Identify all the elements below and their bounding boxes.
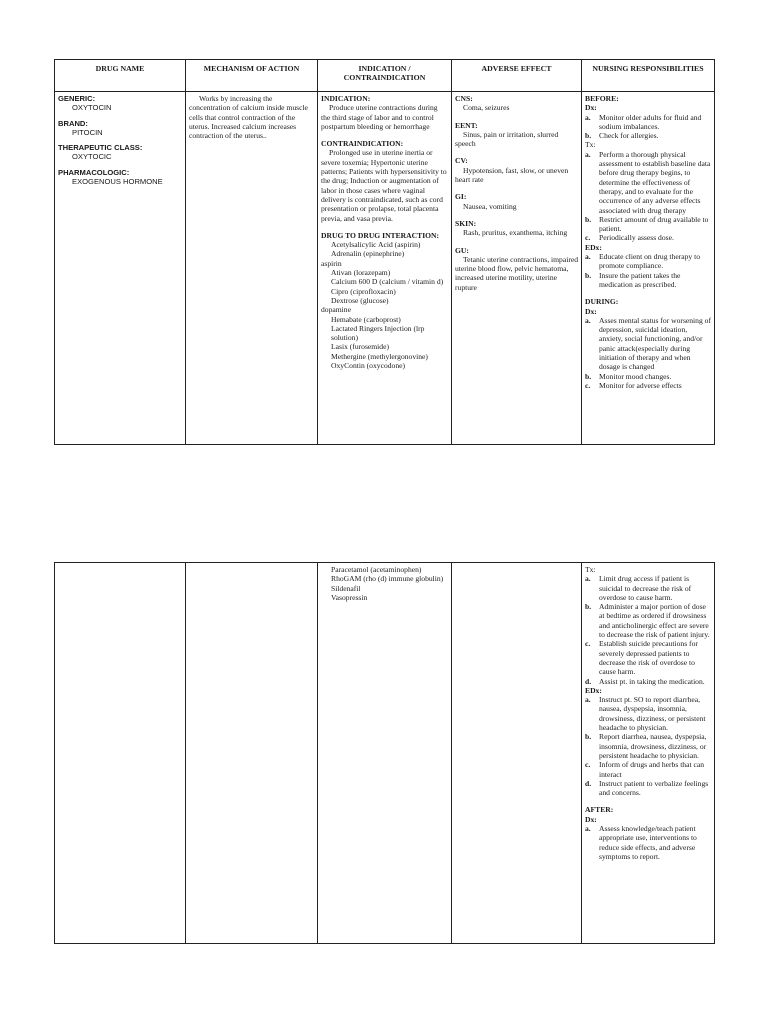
list-text: Instruct pt. SO to report diarrhea, nausea, dyspepsia, insomnia, drowsiness, dizziness, or persistent headache to physician. [599, 695, 706, 733]
after-dx-label: Dx: [585, 814, 597, 824]
list-marker: c. [585, 233, 591, 243]
adverse-effect-text: Nausea, vomiting [463, 201, 517, 211]
indication-text: Produce uterine contractions during the third stage of labor and to control postpartum bleeding or hemorrhage [321, 103, 438, 131]
interaction-label: DRUG TO DRUG INTERACTION: [321, 230, 440, 240]
header-indication: INDICATION / CONTRAINDICATION [318, 60, 452, 92]
list-item [585, 760, 711, 779]
adverse-effect-label: CNS: [455, 94, 473, 103]
during-edx-list [585, 695, 711, 797]
list-marker: a. [585, 112, 591, 122]
drug-name-cell-cont [55, 563, 186, 944]
during-dx-label: Dx: [585, 306, 597, 316]
adverse-effect-group [455, 121, 578, 149]
during-edx-label: EDx: [585, 685, 602, 695]
generic-group [58, 94, 182, 113]
list-marker: a. [585, 315, 591, 325]
list-text: Assess knowledge/teach patient appropriate use, interventions to reduce side effects, and adverse symptoms to report. [599, 824, 697, 861]
list-marker: d. [585, 778, 592, 788]
brand-value: PITOCIN [72, 127, 103, 137]
during-label: DURING: [585, 297, 619, 307]
list-text: Restrict amount of drug available to patient. [599, 214, 709, 234]
contraindication-text: Prolonged use in uterine inertia or severe toxemia; Hypertonic uterine patterns; Patients with hypersensitivity to the drug; Induction or augmentation of labor in those cases where vaginal delivery is contraindicated, such as cord presentation or prolapse, total placenta previa, and vasa previa. [321, 148, 447, 223]
during-tx-label: Tx: [585, 565, 596, 574]
adverse-effect-text: Hypotension, fast, slow, or uneven heart rate [455, 165, 569, 185]
adverse-effect-cell-cont [452, 563, 582, 944]
indication-cell-cont [318, 563, 452, 944]
continuation-row [55, 563, 715, 944]
list-item [585, 639, 711, 676]
mechanism-cell [186, 92, 318, 445]
list-marker: a. [585, 574, 591, 584]
interaction-item: Acetylsalicylic Acid (aspirin) [331, 240, 421, 250]
list-text: Monitor for adverse effects [599, 380, 682, 390]
list-text: Periodically assess dose. [599, 233, 674, 243]
list-text: Establish suicide precautions for severely depressed patients to decrease the risk of overdose to cause harm. [599, 639, 698, 677]
list-text: Administer a major portion of dose at bedtime as ordered if drowsiness and anticholinergic effect are severe to decrease the risk of patient injury. [599, 602, 710, 640]
interaction-item: Lasix (furosemide) [331, 342, 389, 352]
list-item [585, 131, 711, 140]
interaction-item: Dextrose (glucose) [331, 295, 389, 305]
list-text: Asses mental status for worsening of depression, suicidal ideation, anxiety, social functioning, and/or panic attack(especially during initiation of therapy and when dosage is changed [599, 315, 711, 372]
during-tx-list [585, 574, 711, 686]
before-dx-label: Dx: [585, 103, 597, 113]
therapeutic-value: OXYTOCIC [72, 152, 112, 162]
list-item [585, 602, 711, 639]
list-marker: b. [585, 214, 592, 224]
before-edx-label: EDx: [585, 242, 602, 252]
pharmacologic-label: PHARMACOLOGIC: [58, 167, 130, 177]
list-marker: b. [585, 732, 592, 742]
therapeutic-label: THERAPEUTIC CLASS: [58, 143, 143, 153]
list-item [585, 271, 711, 290]
list-item [585, 677, 711, 686]
header-adverse-effect: ADVERSE EFFECT [452, 60, 582, 92]
generic-label: GENERIC: [58, 94, 96, 103]
list-item [585, 574, 711, 602]
adverse-effect-group [455, 192, 578, 211]
interaction-item: Methergine (methylergonovine) [331, 351, 428, 361]
brand-group [58, 119, 182, 138]
interaction-item: Hemabate (carboprost) [331, 314, 401, 324]
interaction-list-cont [321, 565, 448, 602]
interaction-item: Sildenafil [331, 583, 361, 593]
list-item [585, 695, 711, 732]
body-row [55, 92, 715, 445]
adverse-effect-text: Rash, pruritus, exanthema, itching [463, 228, 568, 238]
list-text: Educate client on drug therapy to promote compliance. [599, 252, 701, 271]
before-tx-label: Tx: [585, 140, 596, 150]
interaction-item: Cipro (ciprofloxacin) [331, 286, 396, 296]
before-edx-list [585, 252, 711, 289]
list-marker: c. [585, 760, 591, 770]
adverse-effect-label: SKIN: [455, 218, 477, 228]
list-item [585, 372, 711, 381]
interaction-item: Lactated Ringers Injection (lrp solution) [331, 323, 425, 343]
adverse-effect-label: CV: [455, 156, 468, 166]
adverse-effect-group [455, 219, 578, 238]
adverse-effect-group [455, 156, 578, 184]
nursing-cell [582, 92, 715, 445]
header-mechanism: MECHANISM OF ACTION [186, 60, 318, 92]
list-text: Check for allergies. [599, 131, 659, 141]
list-marker: c. [585, 380, 591, 390]
adverse-effect-text: Sinus, pain or irritation, slurred speech [455, 129, 559, 149]
indication-label: INDICATION: [321, 94, 371, 103]
list-marker: d. [585, 676, 592, 686]
list-text: Perform a thorough physical assessment to establish baseline data before drug therapy begins, to determine the effectiveness of therapy, and to evaluate for the occurrence of any adverse effects associated with drug therapy [599, 149, 711, 215]
pharmacologic-group [58, 168, 182, 187]
after-label: AFTER: [585, 805, 614, 815]
interaction-item: dopamine [321, 305, 351, 315]
list-text: Assist pt. in taking the medication. [599, 676, 705, 686]
pharmacologic-value: EXOGENOUS HORMONE [72, 177, 163, 187]
list-item [585, 824, 711, 861]
list-text: Limit drug access if patient is suicidal to decrease the risk of overdose to cause harm. [599, 574, 692, 602]
adverse-effect-text: Tetanic uterine contractions, impaired uterine blood flow, pelvic hematoma, increased uterine motility, uterine rupture [455, 254, 579, 292]
list-item [585, 150, 711, 215]
list-text: Monitor older adults for fluid and sodium imbalances. [599, 112, 702, 131]
interaction-item: Adrenalin (epinephrine) [331, 249, 405, 259]
interaction-item: Vasopressin [331, 592, 368, 602]
interaction-item: OxyContin (oxycodone) [331, 361, 406, 371]
list-item [585, 316, 711, 372]
nursing-cell-cont [582, 563, 715, 944]
adverse-effect-label: GI: [455, 192, 467, 202]
list-marker: a. [585, 695, 591, 705]
adverse-effect-text: Coma, seizures [463, 103, 510, 113]
list-item [585, 381, 711, 390]
before-label: BEFORE: [585, 94, 619, 103]
list-marker: b. [585, 371, 592, 381]
list-marker: b. [585, 131, 592, 141]
list-item [585, 252, 711, 271]
drug-study-table-page-2 [54, 562, 715, 944]
list-marker: a. [585, 824, 591, 834]
list-item [585, 732, 711, 760]
interaction-item: Paracetamol (acetaminophen) [331, 565, 422, 574]
adverse-effect-label: EENT: [455, 120, 478, 130]
mechanism-text: Works by increasing the concentration of calcium inside muscle cells that control contraction of the uterus. Increased calcium increases contraction of the uterus.. [189, 94, 308, 141]
indication-cell [318, 92, 452, 445]
drug-name-cell [55, 92, 186, 445]
list-text: Inform of drugs and herbs that can interact [599, 760, 705, 779]
after-dx-list [585, 824, 711, 861]
list-item [585, 779, 711, 798]
header-row [55, 60, 715, 92]
therapeutic-group [58, 143, 182, 162]
interaction-item: RhoGAM (rho (d) immune globulin) [331, 574, 444, 584]
list-text: Monitor mood changes. [599, 371, 672, 381]
adverse-effect-label: GU: [455, 245, 469, 255]
list-item [585, 113, 711, 132]
drug-study-table-page-1 [54, 59, 715, 445]
adverse-effect-group [455, 94, 578, 113]
list-marker: c. [585, 639, 591, 649]
list-text: Instruct patient to verbalize feelings and concerns. [599, 778, 709, 798]
header-nursing-responsibilities: NURSING RESPONSIBILITIES [582, 60, 715, 92]
adverse-effect-list [455, 94, 578, 292]
contraindication-label: CONTRAINDICATION: [321, 139, 404, 149]
list-marker: b. [585, 270, 592, 280]
list-marker: b. [585, 602, 592, 612]
during-dx-list [585, 316, 711, 390]
adverse-effect-cell [452, 92, 582, 445]
list-marker: a. [585, 252, 591, 262]
before-tx-list [585, 150, 711, 243]
generic-value: OXYTOCIN [72, 103, 112, 113]
adverse-effect-group [455, 246, 578, 292]
mechanism-cell-cont [186, 563, 318, 944]
interaction-item: Calcium 600 D (calcium / vitamin d) [331, 277, 444, 287]
list-marker: a. [585, 149, 591, 159]
before-dx-list [585, 113, 711, 141]
list-text: Insure the patient takes the medication as prescribed. [599, 270, 681, 289]
interaction-item: Ativan (lorazepam) [331, 268, 391, 278]
interaction-item: aspirin [321, 258, 342, 268]
list-text: Report diarrhea, nausea, dyspepsia, insomnia, drowsiness, dizziness, or persistent headache to physician. [599, 732, 707, 760]
interaction-list [321, 240, 448, 370]
list-item [585, 215, 711, 234]
brand-label: BRAND: [58, 118, 88, 128]
header-drug-name: DRUG NAME [55, 60, 186, 92]
list-item [585, 233, 711, 242]
